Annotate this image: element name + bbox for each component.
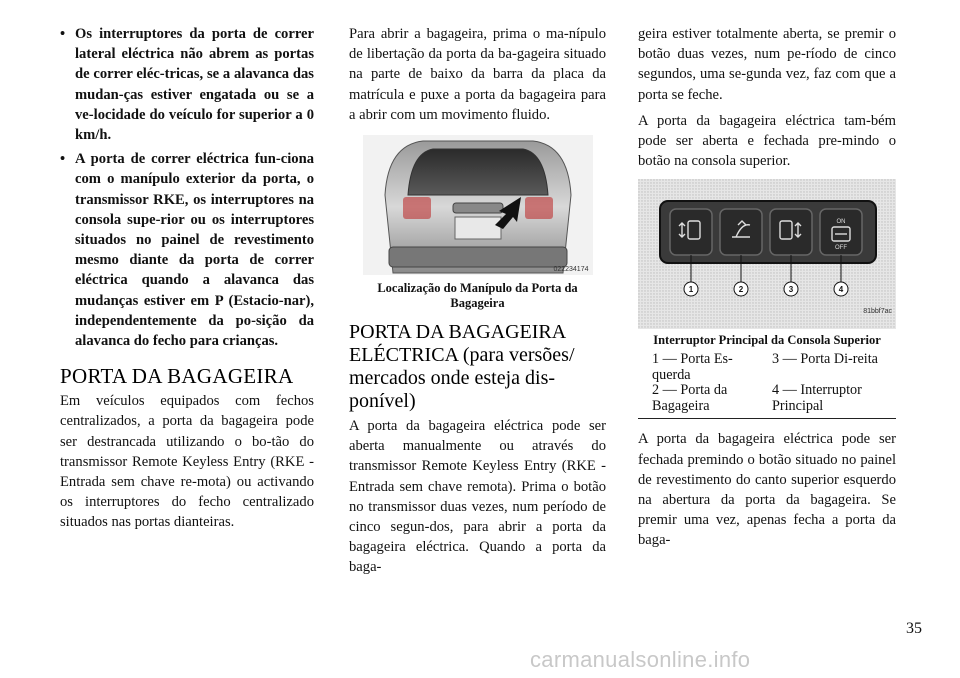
paragraph-open-tailgate: Para abrir a bagageira, prima o ma-nípulo de libertação da porta da ba-gageira situado na parte de baixo da barra da placa da matrícula e puxe a porta da bagageira para a abrir com um movimento fluido. <box>349 26 606 123</box>
bullet-icon: • <box>60 26 66 42</box>
on-label: ON <box>836 219 846 226</box>
bullet-item <box>60 149 314 351</box>
paragraph-continued: geira estiver totalmente aberta, se premir o botão duas vezes, num pe-ríodo de cinco segundos, uma se-gunda vez, faz com que a porta se feche. <box>638 26 896 103</box>
column-right <box>638 24 896 551</box>
legend-item: 4 — Interruptor Principal <box>772 382 862 414</box>
section-heading-electric-tailgate: PORTA DA BAGAGEIRA ELÉCTRICA (para versões/ mercados onde esteja dis-ponível) <box>349 321 575 413</box>
tailgate-handle-figure <box>363 135 593 275</box>
callout-4: 4 <box>838 285 844 295</box>
paragraph-console: A porta da bagageira eléctrica tam-bém pode ser aberta e fechada pre-mindo o botão na consola superior. <box>638 112 896 170</box>
legend-item: 2 — Porta da Bagageira <box>652 382 728 414</box>
paragraph-close-tailgate: A porta da bagageira eléctrica pode ser fechada premindo o botão situado no painel de revestimento do canto superior esquerdo na abertura da porta da bagageira. Se premir uma vez, apenas fecha a porta da baga- <box>638 431 896 549</box>
callout-3: 3 <box>788 285 794 295</box>
bullet-item <box>60 24 314 145</box>
watermark: carmanualsonline.info <box>530 647 751 672</box>
column-left <box>60 24 314 533</box>
console-switch-figure <box>638 179 896 329</box>
callout-2: 2 <box>738 285 744 295</box>
van-rear-illustration <box>363 135 593 275</box>
figure-code: 022234174 <box>553 266 589 274</box>
figure-caption: Localização do Manípulo da Porta da Bagageira <box>377 281 578 311</box>
legend-item: 1 — Porta Es-querda <box>652 351 733 383</box>
off-label: OFF <box>835 245 847 252</box>
console-switch-illustration <box>638 179 896 329</box>
paragraph-bagageira: Em veículos equipados com fechos centralizados, a porta da bagageira pode ser destrancada utilizando o bo-tão do transmissor Remote Keyless Entry (RKE - Entrada sem chave re-mota) ou activando os interruptores do fecho centralizado situados nas portas dianteiras. <box>60 393 314 531</box>
section-heading-bagageira: PORTA DA BAGAGEIRA <box>60 364 294 389</box>
figure-code: 81bbf7ac <box>863 308 892 316</box>
figure-caption: Interruptor Principal da Consola Superior <box>653 333 881 348</box>
paragraph-electric-tailgate: A porta da bagageira eléctrica pode ser aberta manualmente ou através do transmissor Remote Keyless Entry (RKE - Entrada sem chave remota). Prima o botão no transmissor duas vezes, num período de cinco segun-dos, para abrir a porta da bagageira eléctrica. Quando a porta da baga- <box>349 418 606 576</box>
bullet-list <box>60 24 314 351</box>
bullet-text: Os interruptores da porta de correr lateral eléctrica não abrem as portas de correr eléc-tricas, se a alavanca das mudan-ças estiver engatada ou se a ve-locidade do veículo for superior a 0 km/h. <box>75 26 314 144</box>
legend-item: 3 — Porta Di-reita <box>772 351 878 368</box>
bullet-text: A porta de correr eléctrica fun-ciona com o manípulo exterior da porta, o transmissor RKE, os interruptores na consola supe-rior ou os interruptores situados no painel de revestimento mesmo diante da porta de correr eléctrica quando a alavanca das mudanças estiver em P (Estacio-nar), independentemente da po-sição da alavanca do fecho para crianças. <box>75 151 314 350</box>
divider <box>638 418 896 419</box>
column-middle <box>349 24 606 578</box>
bullet-icon: • <box>60 151 66 168</box>
figure-legend <box>638 352 896 414</box>
callout-1: 1 <box>688 285 694 295</box>
page-number: 35 <box>906 620 922 637</box>
